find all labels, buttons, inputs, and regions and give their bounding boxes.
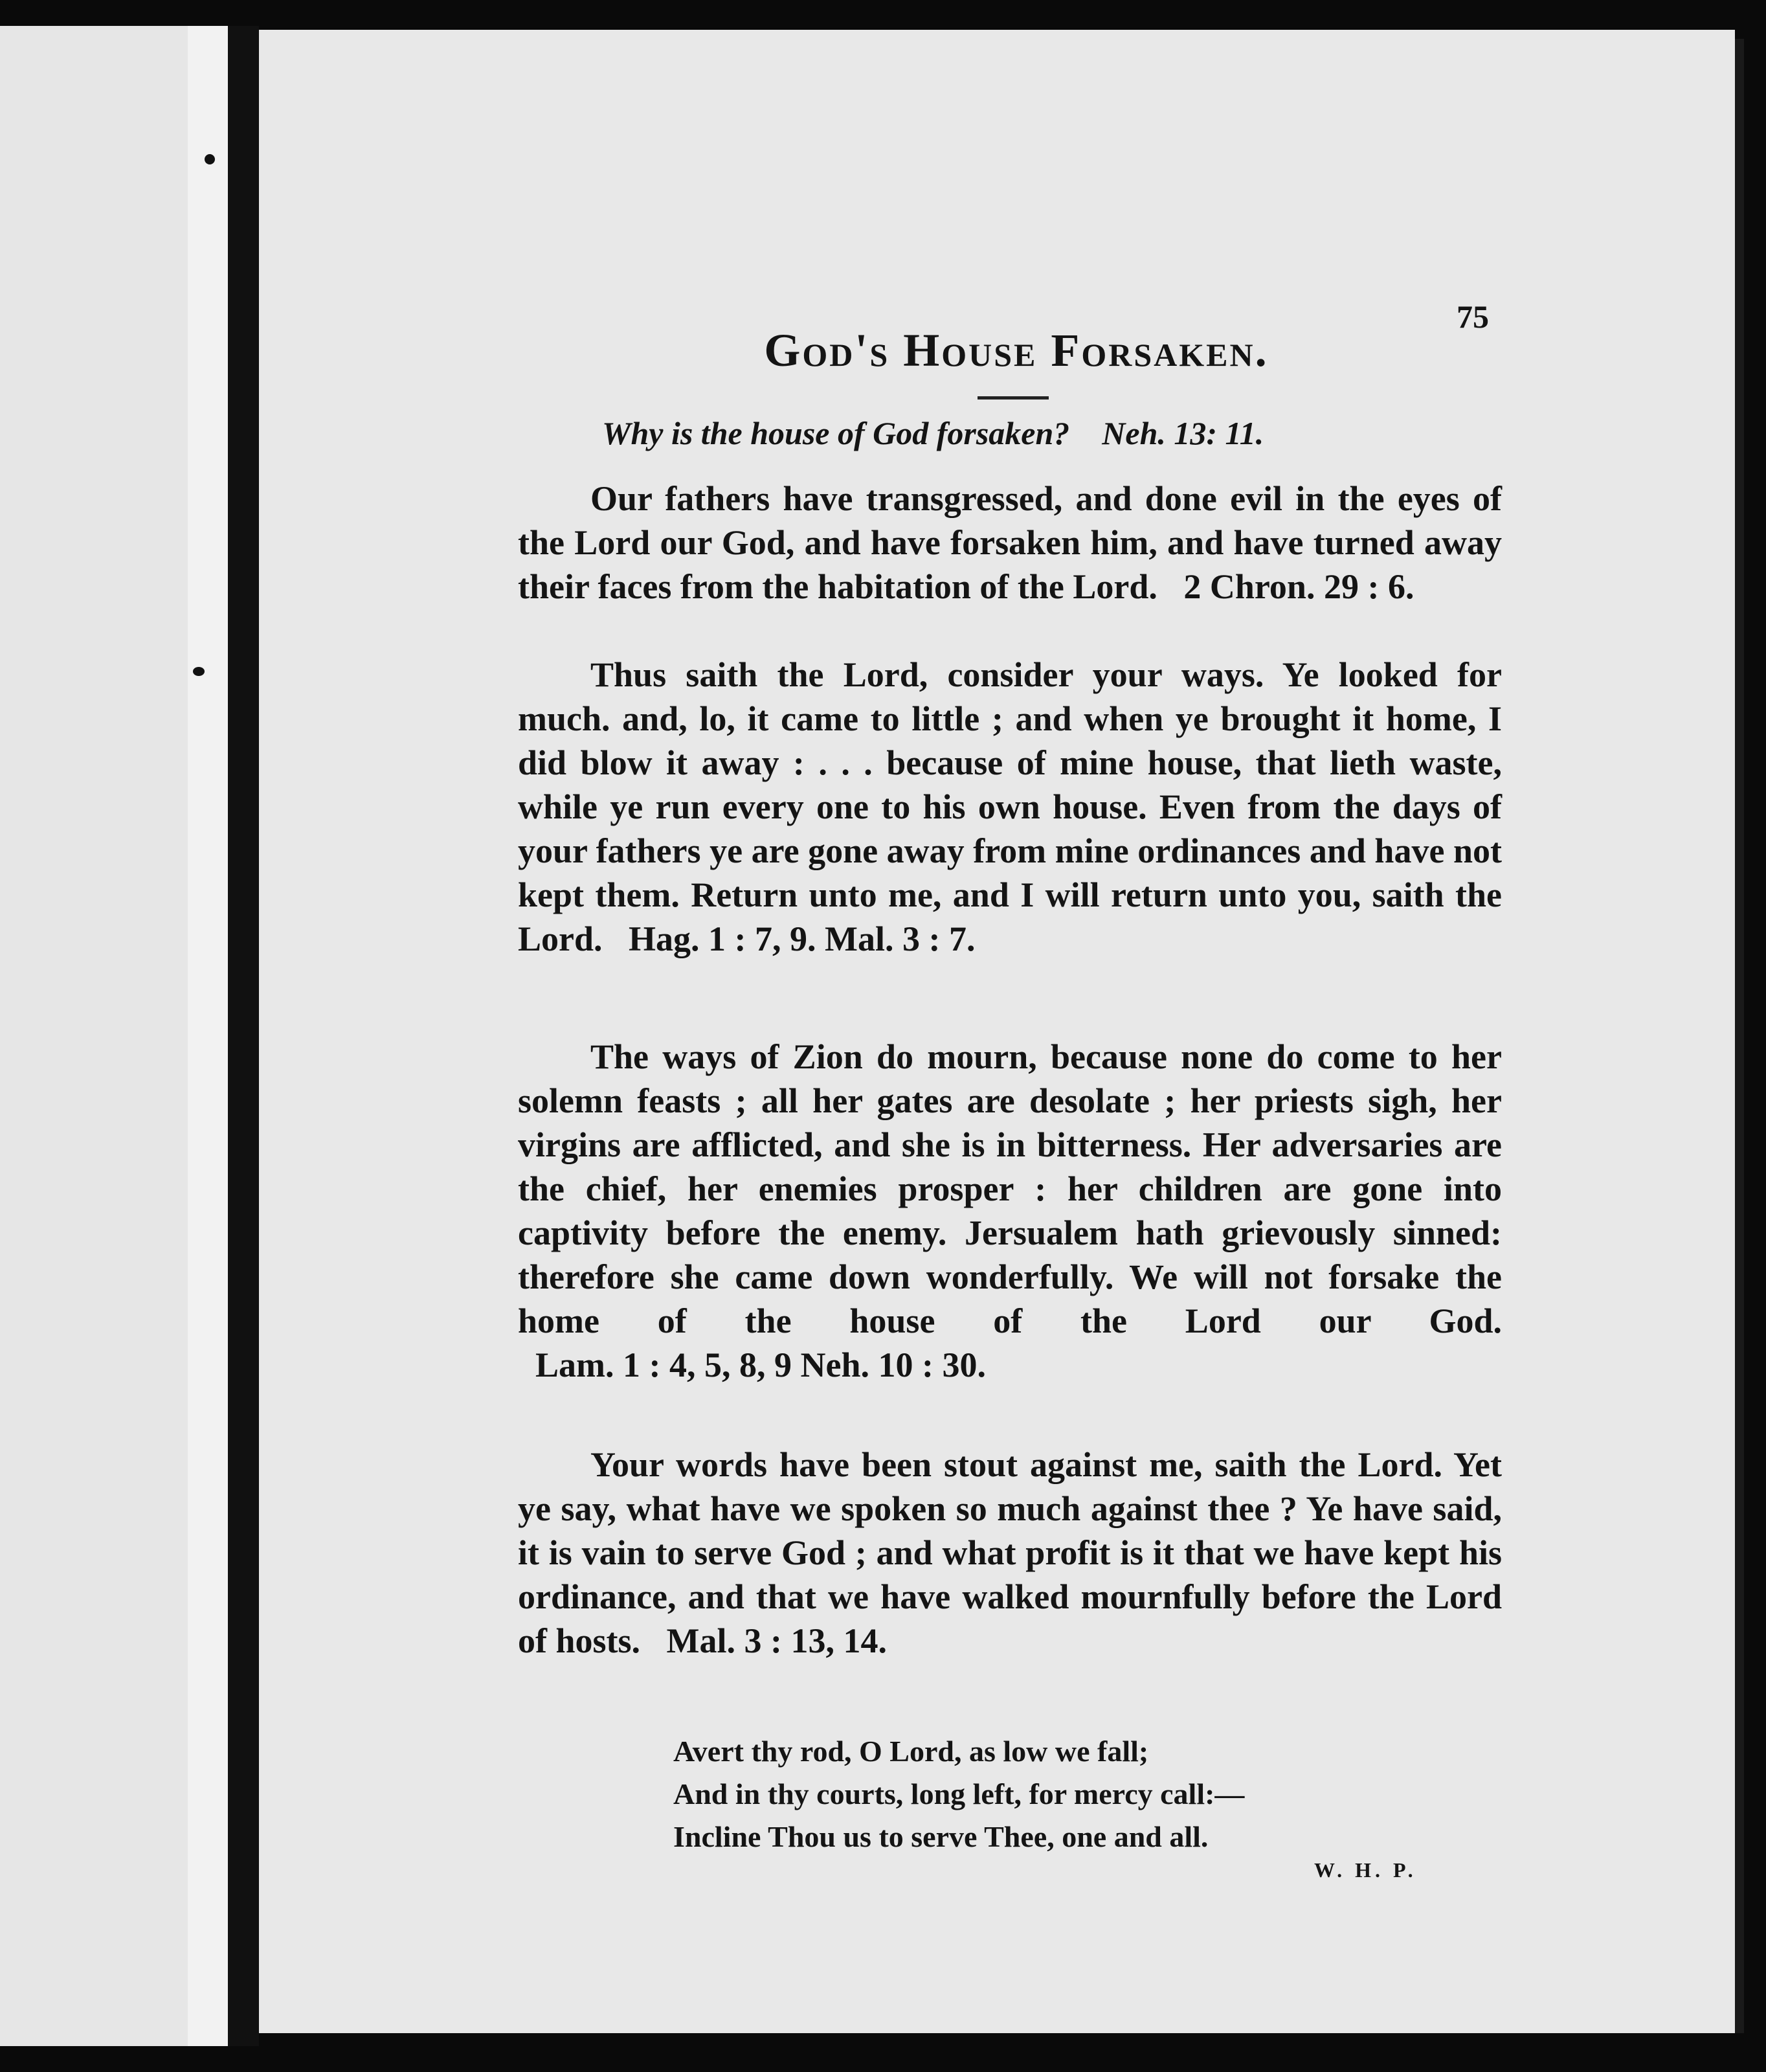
page-right-edge xyxy=(1735,39,1744,2033)
page-title: God's House Forsaken. xyxy=(764,324,1269,376)
book-gutter xyxy=(228,26,259,2046)
verse-line: Avert thy rod, O Lord, as low we fall; xyxy=(673,1735,1149,1768)
previous-page-margin xyxy=(188,26,230,2046)
page-number: 75 xyxy=(1457,298,1489,335)
scan-speck xyxy=(193,667,205,676)
question-text: Why is the house of God forsaken? xyxy=(602,415,1070,451)
paragraph-text: Thus saith the Lord, consider your ways. Ye looked for much. and, lo, it came to little ; and when ye brought it home, I did blow it away : . . . because of mine house, that lieth waste, while ye run every one to his own house. Even from the days of your fathers ye are gone away from mine ordinances and have not kept them. Return unto me, and I will return unto you, saith the Lord. xyxy=(518,655,1502,958)
scripture-paragraph xyxy=(518,477,1502,609)
scripture-paragraph xyxy=(518,653,1502,961)
paragraph-text: Your words have been stout against me, saith the Lord. Yet ye say, what have we spoken so much against thee ? Ye have said, it is vain to serve God ; and what profit is it that we have kept his ordinance, and that we have walked mournfully before the Lord of hosts. xyxy=(518,1445,1502,1660)
scripture-paragraph xyxy=(518,1035,1502,1387)
scripture-reference: Mal. 3 : 13, 14. xyxy=(666,1621,887,1660)
scan-speck xyxy=(205,154,215,164)
verse-line: And in thy courts, long left, for mercy call:— xyxy=(673,1777,1245,1810)
title-rule xyxy=(978,396,1049,400)
question-reference: Neh. 13: 11. xyxy=(1102,415,1264,451)
epigraph-question xyxy=(602,414,1264,452)
previous-page-edge xyxy=(0,26,188,2046)
verse-line: Incline Thou us to serve Thee, one and all. xyxy=(673,1820,1209,1853)
paragraph-text: Our fathers have transgressed, and done evil in the eyes of the Lord our God, and have forsaken him, and have turned away their faces from the habitation of the Lord. xyxy=(518,479,1502,606)
verse-author: W. H. P. xyxy=(1314,1858,1417,1882)
paragraph-text: The ways of Zion do mourn, because none do come to her solemn feasts ; all her gates are desolate ; her priests sigh, her virgins are afflicted, and she is in bitterness. Her adversaries are the chief, her enemies prosper : her children are gone into captivity before the enemy. Jersualem hath grievously sinned: therefore she came down wonderfully. We will not forsake the home of the house of the Lord our God. xyxy=(518,1037,1502,1340)
scripture-reference: 2 Chron. 29 : 6. xyxy=(1183,567,1414,606)
scripture-paragraph xyxy=(518,1443,1502,1663)
scripture-reference: Lam. 1 : 4, 5, 8, 9 Neh. 10 : 30. xyxy=(535,1346,986,1384)
scripture-reference: Hag. 1 : 7, 9. Mal. 3 : 7. xyxy=(629,919,976,958)
closing-verse xyxy=(673,1730,1244,1858)
